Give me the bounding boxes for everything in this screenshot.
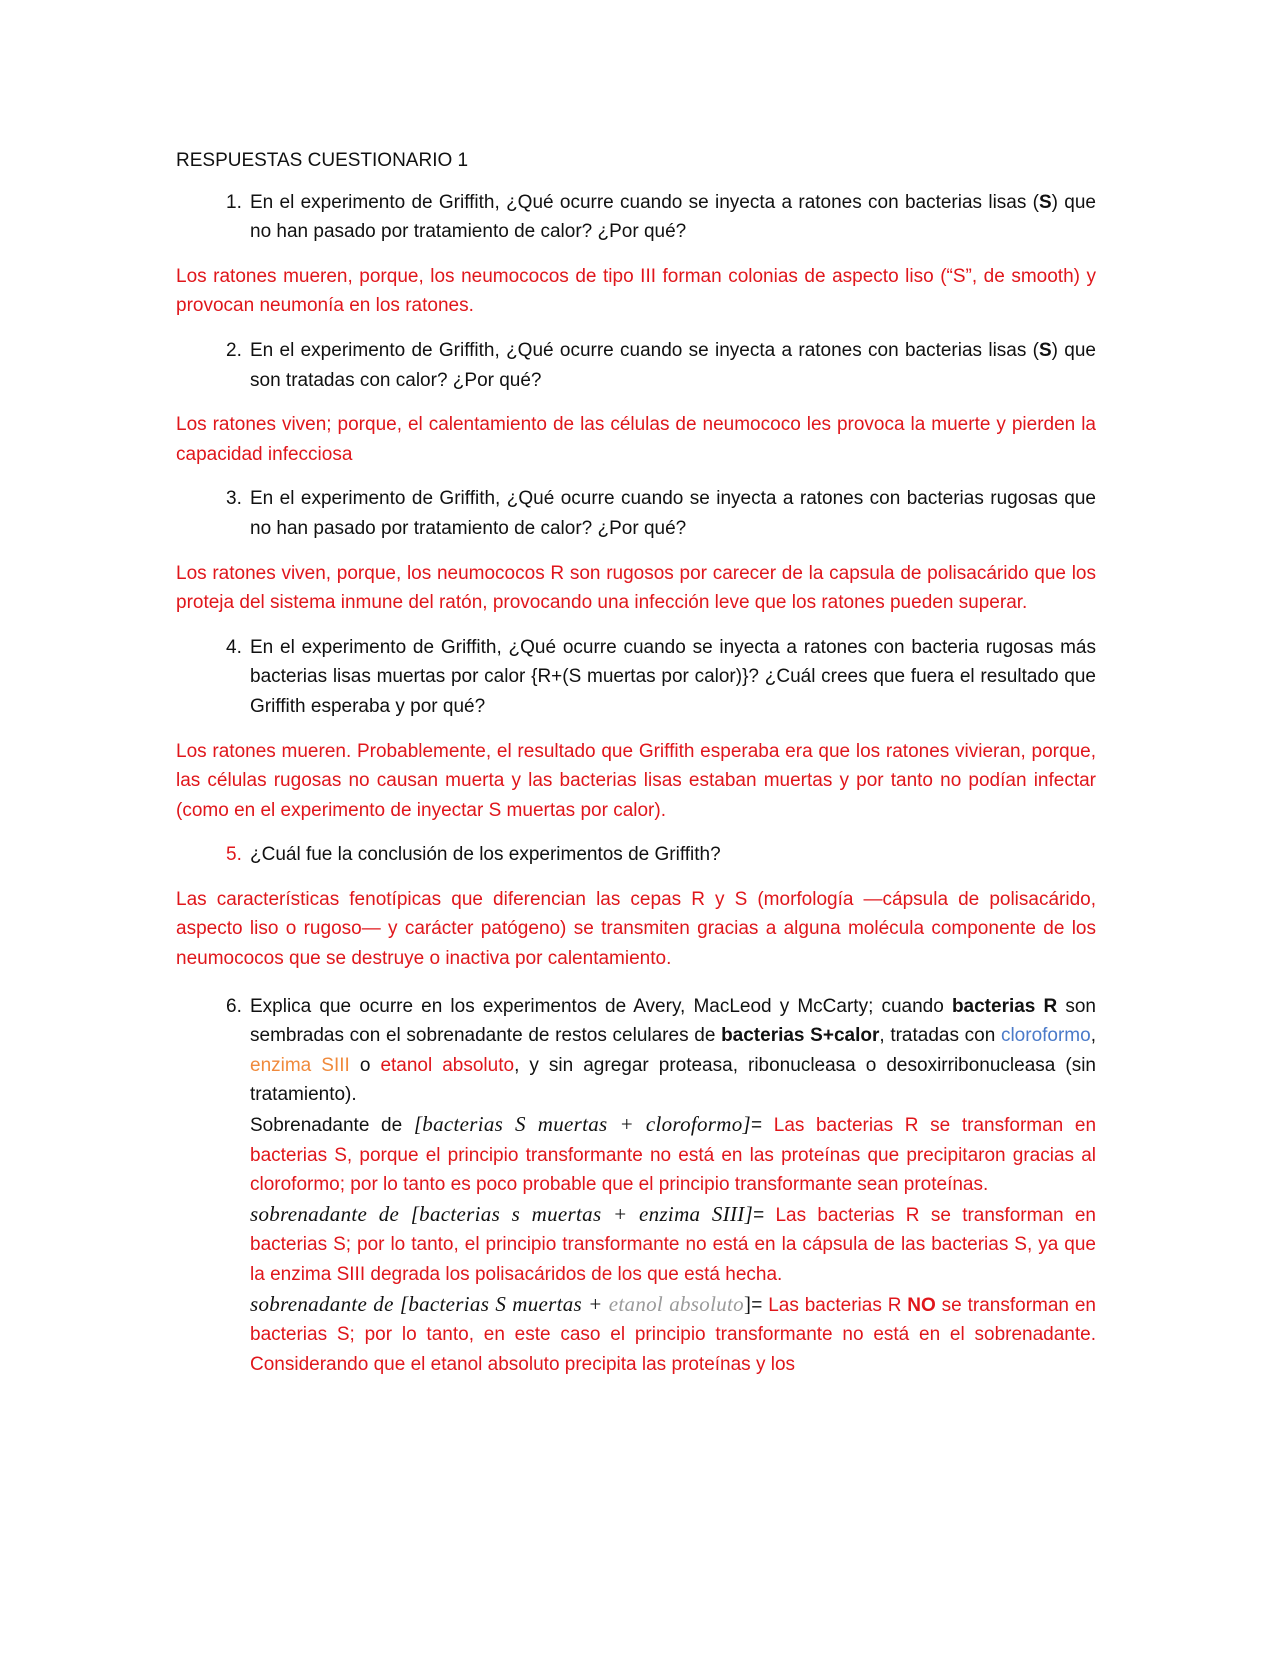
question-5 (176, 840, 1096, 870)
sub-answer-enzima: sobrenadante de [bacterias s muertas + enzima SIII]= Las bacterias R se transforman en bacterias S; por lo tanto, el principio transformante no está en la cápsula de las bacterias S, ya que la enzima SIII degrada los polisacáridos de los que está hecha. (250, 1201, 1097, 1285)
document-title: RESPUESTAS CUESTIONARIO 1 (176, 150, 469, 171)
question-text: Explica que ocurre en los experimentos de Avery, MacLeod y McCarty; cuando bacterias R son sembradas con el sobrenadante de restos celulares de bacterias S+calor, tratadas con cloroformo, enzima SIII o etanol absoluto, y sin agregar proteasa, ribonucleasa o desoxirribonucleasa (sin tratamiento). Sobrenadante de [bacterias S muertas + cloroformo]= Las bacterias R se transforman en bacterias S, porque el principio transformante no está en las proteínas que precipitaron gracias al cloroformo; por lo tanto es poco probable que el principio transformante sean proteínas. sobrenadante de [bacterias s muertas + enzima SIII]= Las bacterias R se transforman en bacterias S; por lo tanto, el principio transformante no está en la cápsula de las bacterias S, ya que la enzima SIII degrada los polisacáridos de los que está hecha. sobrenadante de [bacterias S muertas + etanol absoluto]= Las bacterias R NO se transforman en bacterias S; por lo tanto, en este caso el principio transformante no está en el sobrenadante. Considerando que el etanol absoluto precipita las proteínas y los (250, 992, 1096, 1380)
question-2 (176, 336, 1096, 395)
question-number: 3. (226, 488, 242, 510)
question-text: En el experimento de Griffith, ¿Qué ocurre cuando se inyecta a ratones con bacterias rugosas que no han pasado por tratamiento de calor? ¿Por qué? (250, 488, 1096, 539)
question-number: 4. (226, 636, 242, 658)
answer-3: Los ratones viven, porque, los neumococos R son rugosos por carecer de la capsula de polisacárido que los proteja del sistema inmune del ratón, provocando una infección leve que los ratones pueden superar. (176, 562, 1096, 614)
etanol-term: etanol absoluto (380, 1054, 515, 1076)
question-3 (176, 484, 1096, 543)
question-text: ¿Cuál fue la conclusión de los experimentos de Griffith? (250, 844, 721, 866)
answer-5: Las características fenotípicas que diferencian las cepas R y S (morfología —cápsula de polisacárido, aspecto liso o rugoso— y carácter patógeno) se transmiten gracias a alguna molécula componente de los neumococos que se destruye o inactiva por calentamiento. (176, 888, 1096, 970)
question-number: 1. (226, 191, 242, 213)
question-6 (176, 992, 1096, 1380)
question-number: 2. (226, 339, 242, 361)
enzima-term: enzima SIII (250, 1054, 350, 1076)
answer-2: Los ratones viven; porque, el calentamiento de las células de neumococo les provoca la muerte y pierden la capacidad infecciosa (176, 414, 1096, 465)
sub-answer-cloroformo: Sobrenadante de [bacterias S muertas + cloroformo]= Las bacterias R se transforman en bacterias S, porque el principio transformante no está en las proteínas que precipitaron gracias al cloroformo; por lo tanto es poco probable que el principio transformante sean proteínas. (250, 1112, 1097, 1196)
question-1 (176, 188, 1096, 247)
question-text: En el experimento de Griffith, ¿Qué ocurre cuando se inyecta a ratones con bacterias lisas (S) que son tratadas con calor? ¿Por qué? (250, 339, 1096, 391)
sub-answer-etanol: sobrenadante de [bacterias S muertas + etanol absoluto]= Las bacterias R NO se transforman en bacterias S; por lo tanto, en este caso el principio transformante no está en el sobrenadante. Considerando que el etanol absoluto precipita las proteínas y los (250, 1291, 1096, 1375)
answer-4: Los ratones mueren. Probablemente, el resultado que Griffith esperaba era que los ratones vivieran, porque, las células rugosas no causan muerta y las bacterias lisas estaban muertas y por tanto no podían infectar (como en el experimento de inyectar S muertas por calor). (176, 740, 1096, 821)
cloroformo-term: cloroformo (1000, 1025, 1091, 1047)
question-4 (176, 633, 1096, 722)
question-text: En el experimento de Griffith, ¿Qué ocurre cuando se inyecta a ratones con bacterias lisas (S) que no han pasado por tratamiento de calor? ¿Por qué? (250, 191, 1096, 243)
question-number: 5. (226, 844, 242, 866)
question-text: En el experimento de Griffith, ¿Qué ocurre cuando se inyecta a ratones con bacteria rugosas más bacterias lisas muertas por calor {R+(S muertas por calor)}? ¿Cuál crees que fuera el resultado que Griffith esperaba y por qué? (250, 636, 1096, 717)
question-number: 6. (226, 995, 242, 1017)
answer-1: Los ratones mueren, porque, los neumococos de tipo III forman colonias de aspecto liso (“S”, de smooth) y provocan neumonía en los ratones. (176, 265, 1096, 317)
document-content (176, 146, 1096, 1394)
